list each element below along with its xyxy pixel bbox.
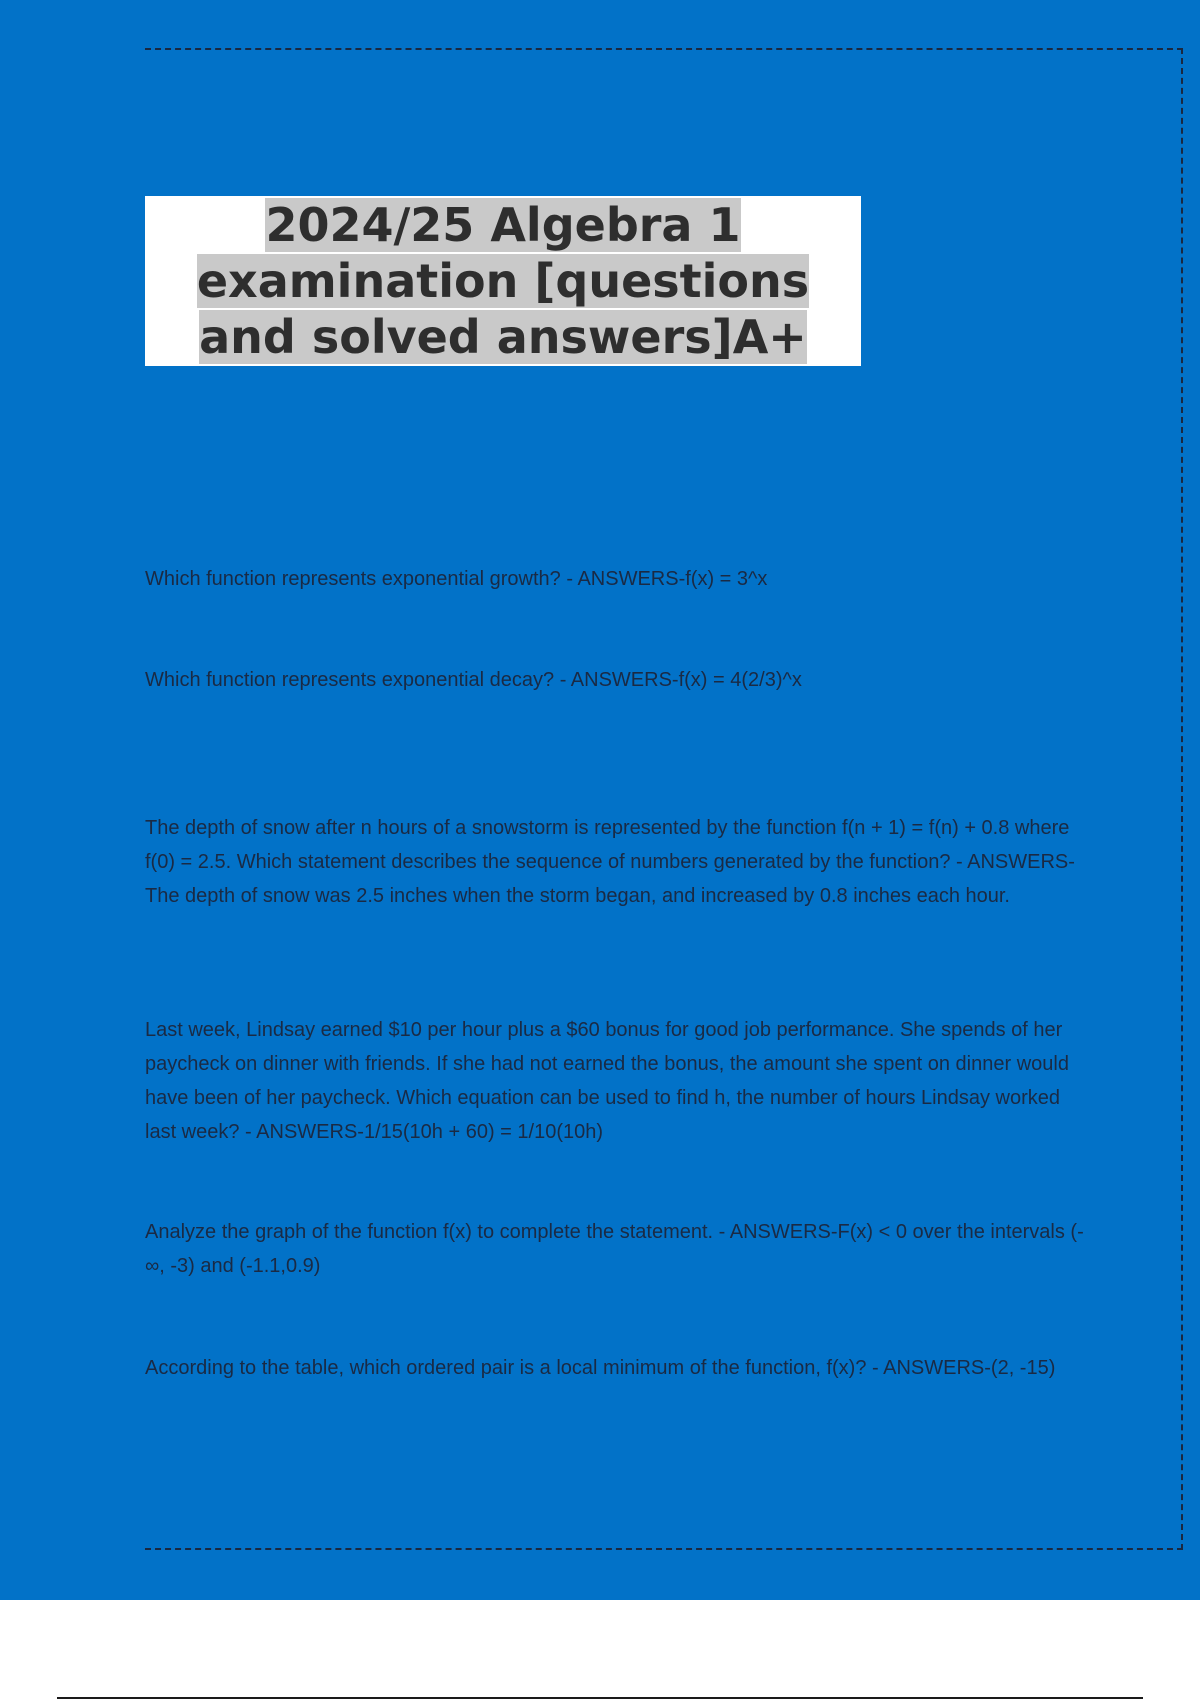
title-line: examination [questions (196, 254, 810, 308)
qa-item: The depth of snow after n hours of a snowstorm is represented by the function f(n + 1) = f(n) + 0.8 where f(0) = 2.5. Which statement describes the sequence of numbers generated by the function? - ANSWERS-The depth of snow was 2.5 inches when the storm began, and increased by 0.8 inches each hour. (145, 817, 1075, 907)
qa-item: According to the table, which ordered pair is a local minimum of the function, f(x)? - ANSWERS-(2, -15) (145, 1357, 1056, 1379)
document-title (197, 197, 809, 365)
qa-item: Which function represents exponential decay? - ANSWERS-f(x) = 4(2/3)^x (145, 669, 802, 691)
footer-divider (57, 1697, 1143, 1699)
qa-item: Which function represents exponential growth? - ANSWERS-f(x) = 3^x (145, 568, 768, 590)
title-line: and solved answers]A+ (199, 310, 807, 364)
qa-item: Analyze the graph of the function f(x) to complete the statement. - ANSWERS-F(x) < 0 over the intervals (-∞, -3) and (-1.1,0.9) (145, 1221, 1084, 1277)
title-line: 2024/25 Algebra 1 (265, 198, 741, 252)
qa-item: Last week, Lindsay earned $10 per hour plus a $60 bonus for good job performance. She spends of her paycheck on dinner with friends. If she had not earned the bonus, the amount she spent on dinner would have been of her paycheck. Which equation can be used to find h, the number of hours Lindsay worked last week? - ANSWERS-1/15(10h + 60) = 1/10(10h) (145, 1019, 1069, 1143)
title-box (145, 196, 861, 366)
